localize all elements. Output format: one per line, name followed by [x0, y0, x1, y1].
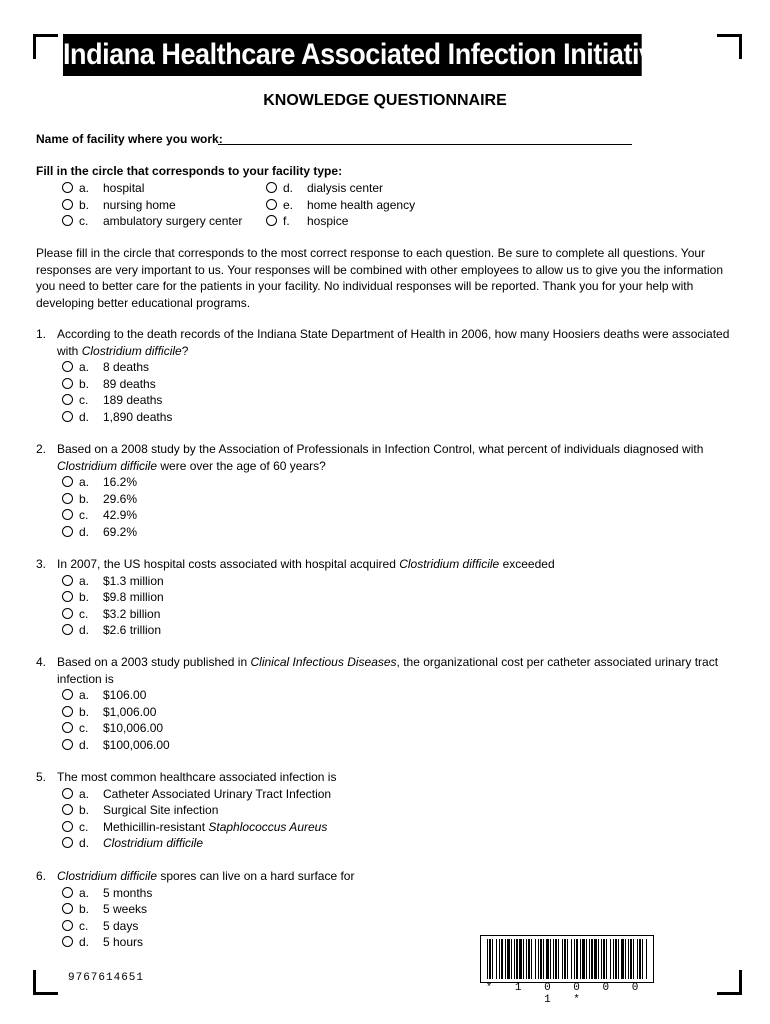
question-1 [36, 326, 736, 426]
answer-option[interactable]: b. 5 weeks [62, 901, 736, 918]
radio-circle-icon[interactable] [62, 804, 73, 815]
instructions-paragraph: Please fill in the circle that corresponds to the most correct response to each question. Be sure to complete all questions. Your responses are very important to us. Your responses will be combined with other employees to allow us to give you the information you need to better care for the patients in your facility. No individual responses will be reported. Thank you for your help with developing better educational programs. [36, 246, 724, 310]
barcode-bar [516, 939, 518, 979]
answer-option[interactable]: a. $106.00 [62, 687, 736, 704]
radio-circle-icon[interactable] [62, 215, 73, 226]
barcode-bar [591, 939, 593, 979]
question-text: Based on a 2003 study published in Clinical Infectious Diseases, the organizational cost per catheter associated urinary tract infection is [57, 655, 719, 686]
barcode-bar [492, 939, 493, 979]
facility-name-label: Name of facility where you work: [36, 132, 223, 146]
answer-option[interactable]: c. 42.9% [62, 507, 736, 524]
radio-circle-icon[interactable] [62, 689, 73, 700]
question-text: Clostridium difficile spores can live on a hard surface for [57, 869, 355, 883]
barcode-bar [535, 939, 536, 979]
answer-option[interactable]: a. Catheter Associated Urinary Tract Infection [62, 786, 736, 803]
barcode-bar [637, 939, 638, 979]
radio-circle-icon[interactable] [62, 608, 73, 619]
question-text: Based on a 2008 study by the Association of Professionals in Infection Control, what percent of individuals diagnosed with Clostridium difficile were over the age of 60 years? [57, 442, 704, 473]
barcode-bar [538, 939, 539, 979]
registration-mark-top-right [717, 34, 742, 59]
registration-mark-top-left [33, 34, 58, 59]
barcode-bar [603, 939, 605, 979]
answer-option[interactable]: b. $9.8 million [62, 589, 736, 606]
answer-option[interactable]: c. $3.2 billion [62, 606, 736, 623]
radio-circle-icon[interactable] [62, 788, 73, 799]
barcode-bar [601, 939, 602, 979]
question-number: 5. [36, 770, 47, 784]
answer-option[interactable]: c. $10,006.00 [62, 720, 736, 737]
page-subtitle: KNOWLEDGE QUESTIONNAIRE [263, 92, 507, 109]
barcode [480, 935, 654, 983]
barcode-bar [613, 939, 614, 979]
question-number: 2. [36, 442, 47, 456]
radio-circle-icon[interactable] [62, 526, 73, 537]
barcode-bar [546, 939, 549, 979]
answer-option[interactable]: d. $2.6 trillion [62, 622, 736, 639]
barcode-bar [628, 939, 629, 979]
barcode-bar [487, 939, 488, 979]
barcode-number: * 1 0 0 0 0 1 * [485, 982, 647, 1006]
radio-circle-icon[interactable] [62, 182, 73, 193]
radio-circle-icon[interactable] [62, 575, 73, 586]
barcode-bar [528, 939, 530, 979]
radio-circle-icon[interactable] [62, 903, 73, 914]
barcode-bar [558, 939, 559, 979]
radio-circle-icon[interactable] [266, 182, 277, 193]
barcode-bar [615, 939, 617, 979]
barcode-bar [499, 939, 500, 979]
barcode-bar [505, 939, 506, 979]
facility-type-option[interactable]: a. hospital [62, 180, 144, 197]
answer-option[interactable]: d. 69.2% [62, 524, 736, 541]
radio-circle-icon[interactable] [62, 378, 73, 389]
barcode-bar [496, 939, 497, 979]
question-number: 6. [36, 869, 47, 883]
barcode-bar [531, 939, 532, 979]
facility-type-label: Fill in the circle that corresponds to your facility type: [36, 164, 343, 178]
barcode-bar [523, 939, 524, 979]
radio-circle-icon[interactable] [62, 837, 73, 848]
barcode-bar [630, 939, 632, 979]
barcode-bar [598, 939, 599, 979]
radio-circle-icon[interactable] [62, 920, 73, 931]
radio-circle-icon[interactable] [62, 476, 73, 487]
registration-mark-bottom-left [33, 970, 58, 995]
radio-circle-icon[interactable] [266, 215, 277, 226]
barcode-bar [519, 939, 522, 979]
radio-circle-icon[interactable] [62, 706, 73, 717]
barcode-bar [594, 939, 597, 979]
answer-option[interactable]: d. Clostridium difficile [62, 835, 736, 852]
radio-circle-icon[interactable] [62, 739, 73, 750]
barcode-bar [511, 939, 512, 979]
question-text: The most common healthcare associated infection is [57, 770, 337, 784]
radio-circle-icon[interactable] [62, 936, 73, 947]
barcode-bar [501, 939, 503, 979]
answer-option[interactable]: b. 29.6% [62, 491, 736, 508]
answer-option[interactable]: a. 16.2% [62, 474, 736, 491]
question-number: 1. [36, 327, 47, 341]
question-2 [36, 441, 736, 541]
barcode-bar [618, 939, 619, 979]
answer-option[interactable]: d. 5 hours [62, 934, 736, 951]
radio-circle-icon[interactable] [62, 493, 73, 504]
barcode-bar [606, 939, 607, 979]
answer-option[interactable]: a. $1.3 million [62, 573, 736, 590]
question-3 [36, 556, 736, 639]
radio-circle-icon[interactable] [62, 722, 73, 733]
answer-option[interactable]: b. 89 deaths [62, 376, 736, 393]
question-4 [36, 654, 736, 754]
barcode-bar [576, 939, 578, 979]
answer-option[interactable]: d. 1,890 deaths [62, 409, 736, 426]
page-title: Indiana Healthcare Associated Infection Initiative [63, 34, 642, 76]
radio-circle-icon[interactable] [62, 361, 73, 372]
answer-option[interactable]: c. 5 days [62, 918, 736, 935]
barcode-bar [567, 939, 568, 979]
barcode-bar [571, 939, 572, 979]
barcode-bar [625, 939, 626, 979]
barcode-bar [562, 939, 563, 979]
barcode-bar [526, 939, 527, 979]
barcode-bar [553, 939, 554, 979]
barcode-bars [481, 936, 653, 982]
answer-option[interactable]: a. 5 months [62, 885, 736, 902]
barcode-bar [586, 939, 587, 979]
barcode-bar [580, 939, 581, 979]
facility-type-option[interactable]: f. hospice [266, 213, 348, 230]
facility-type-option[interactable]: d. dialysis center [266, 180, 383, 197]
radio-circle-icon[interactable] [62, 509, 73, 520]
barcode-bar [514, 939, 515, 979]
barcode-bar [489, 939, 491, 979]
barcode-bar [574, 939, 575, 979]
answer-option[interactable]: b. $1,006.00 [62, 704, 736, 721]
facility-type-option[interactable]: e. home health agency [266, 197, 415, 214]
registration-mark-bottom-right [717, 970, 742, 995]
radio-circle-icon[interactable] [62, 887, 73, 898]
barcode-bar [621, 939, 624, 979]
answer-option[interactable]: d. $100,006.00 [62, 737, 736, 754]
question-text: According to the death records of the Indiana State Department of Health in 2006, how many Hoosiers deaths were associated with Clostridium difficile? [57, 327, 730, 358]
barcode-bar [543, 939, 544, 979]
answer-option[interactable]: b. Surgical Site infection [62, 802, 736, 819]
answer-option[interactable]: a. 8 deaths [62, 359, 736, 376]
barcode-bar [639, 939, 641, 979]
barcode-bar [589, 939, 590, 979]
barcode-bar [610, 939, 611, 979]
radio-circle-icon[interactable] [62, 821, 73, 832]
barcode-bar [564, 939, 566, 979]
radio-circle-icon[interactable] [62, 199, 73, 210]
answer-option[interactable]: c. 189 deaths [62, 392, 736, 409]
radio-circle-icon[interactable] [62, 394, 73, 405]
barcode-bar [582, 939, 585, 979]
facility-name-input[interactable] [218, 144, 632, 145]
barcode-bar [642, 939, 643, 979]
question-number: 4. [36, 655, 47, 669]
serial-number: 9767614651 [68, 972, 145, 984]
barcode-bar [540, 939, 542, 979]
barcode-bar [555, 939, 557, 979]
barcode-bar [550, 939, 551, 979]
facility-type-option[interactable]: c. ambulatory surgery center [62, 213, 242, 230]
question-text: In 2007, the US hospital costs associated with hospital acquired Clostridium difficile exceeded [57, 557, 555, 571]
question-number: 3. [36, 557, 47, 571]
question-5 [36, 769, 736, 852]
radio-circle-icon[interactable] [266, 199, 277, 210]
radio-circle-icon[interactable] [62, 591, 73, 602]
radio-circle-icon[interactable] [62, 411, 73, 422]
answer-option[interactable]: c. Methicillin-resistant Staphlococcus Aureus [62, 819, 736, 836]
facility-type-option[interactable]: b. nursing home [62, 197, 176, 214]
barcode-bar [646, 939, 647, 979]
radio-circle-icon[interactable] [62, 624, 73, 635]
barcode-bar [507, 939, 510, 979]
barcode-bar [633, 939, 634, 979]
